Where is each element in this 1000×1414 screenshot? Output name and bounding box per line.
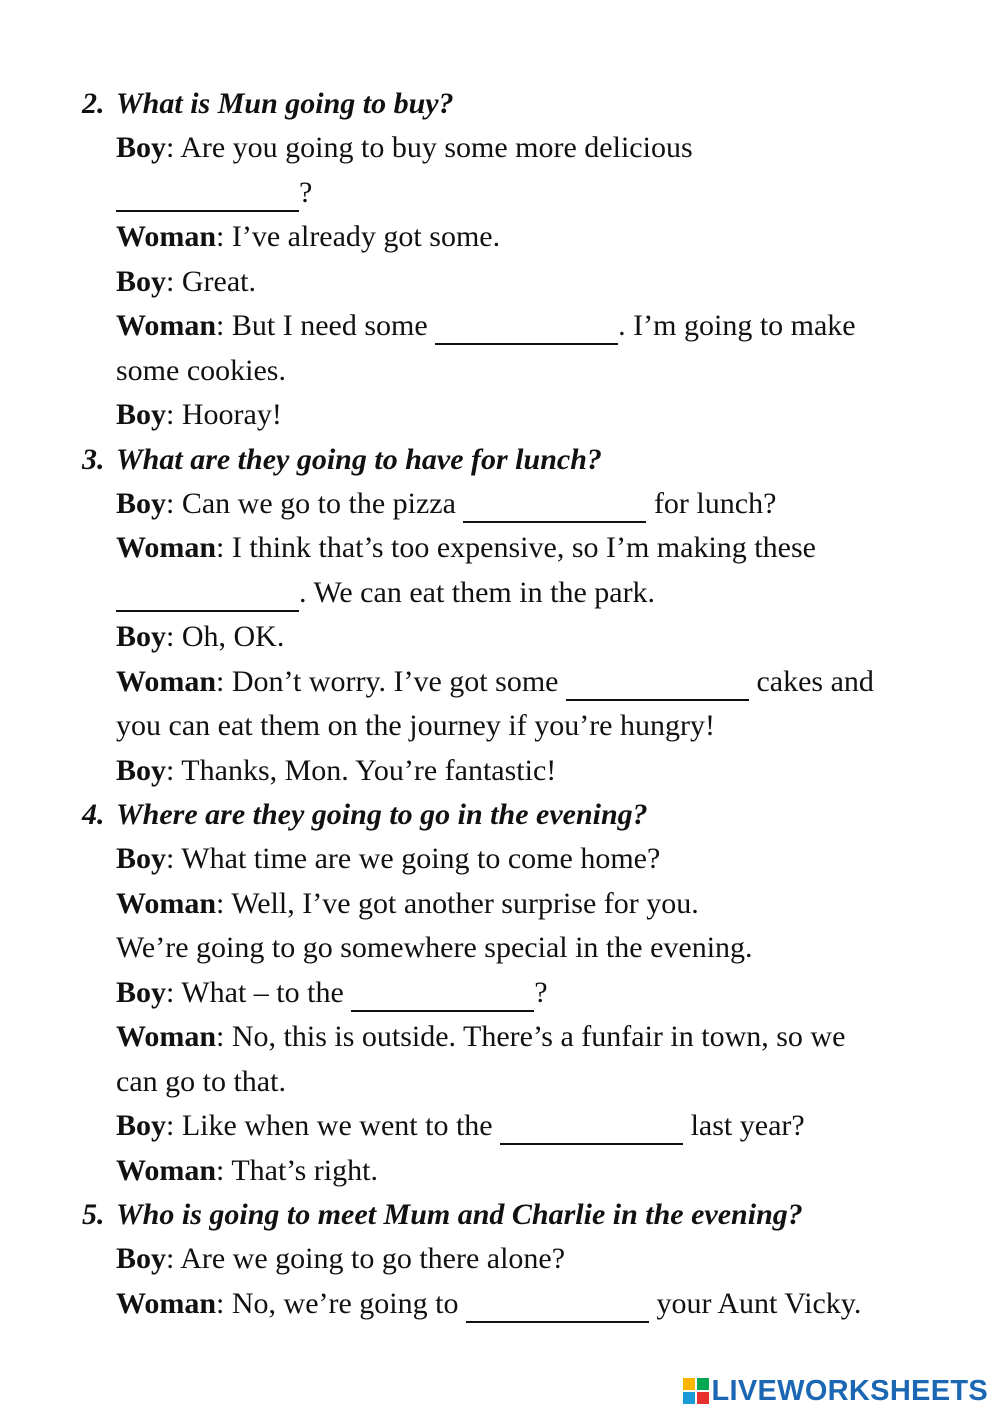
- dialogue-line: [0, 660, 1000, 704]
- question-number: 3.: [82, 442, 105, 476]
- dialogue-text: : Well, I’ve got another surprise for you.: [216, 886, 699, 920]
- dialogue-line: [0, 571, 1000, 615]
- speaker-label: Woman: [116, 1153, 217, 1187]
- dialogue-line: [0, 1282, 1000, 1326]
- dialogue-text: : Can we go to the pizza: [166, 486, 464, 520]
- dialogue-line: [0, 304, 1000, 348]
- dialogue-line: [0, 1015, 1000, 1059]
- question-number: 4.: [82, 798, 105, 831]
- dialogue-text: last year?: [683, 1109, 805, 1143]
- dialogue-line: [0, 882, 1000, 926]
- dialogue-text: : Great.: [166, 264, 256, 298]
- speaker-label: Woman: [116, 220, 217, 254]
- dialogue-line: [0, 260, 1000, 304]
- question-5: [0, 1193, 1000, 1237]
- speaker-label: Boy: [116, 753, 167, 787]
- dialogue-line: [0, 1060, 1000, 1104]
- dialogue-text: : Oh, OK.: [166, 620, 285, 654]
- dialogue-line: [0, 215, 1000, 259]
- dialogue-text: : Thanks, Mon. You’re fantastic!: [166, 753, 557, 787]
- dialogue-text: We’re going to go somewhere special in the evening.: [116, 931, 753, 965]
- answer-blank[interactable]: [116, 582, 299, 612]
- speaker-label: Boy: [116, 975, 167, 1009]
- dialogue-line: [0, 126, 1000, 170]
- question-2: [0, 82, 1000, 126]
- dialogue-text: : That’s right.: [216, 1153, 378, 1187]
- dialogue-text: : What time are we going to come home?: [166, 842, 661, 876]
- question-text: What are they going to have for lunch?: [116, 442, 602, 476]
- worksheet: [0, 82, 1000, 1326]
- dialogue-text: : Are you going to buy some more delicious: [166, 131, 693, 165]
- answer-blank[interactable]: [435, 315, 618, 345]
- dialogue-text: ?: [299, 175, 313, 209]
- question-text: Where are they going to go in the evening?: [116, 798, 648, 831]
- dialogue-text: : Hooray!: [166, 398, 282, 432]
- dialogue-text: . We can eat them in the park.: [299, 575, 656, 609]
- dialogue-line: [0, 749, 1000, 793]
- dialogue-line: [0, 349, 1000, 393]
- dialogue-text: : What – to the: [166, 975, 352, 1009]
- answer-blank[interactable]: [566, 671, 749, 701]
- dialogue-text: : But I need some: [216, 309, 436, 343]
- liveworksheets-logo: [683, 1373, 989, 1409]
- question-3: [0, 438, 1000, 482]
- answer-blank[interactable]: [351, 982, 534, 1012]
- question-text: Who is going to meet Mum and Charlie in the evening?: [116, 1197, 803, 1231]
- dialogue-line: [0, 926, 1000, 970]
- question-number: 2.: [82, 87, 105, 120]
- dialogue-line: [0, 1104, 1000, 1148]
- dialogue-text: some cookies.: [116, 353, 286, 387]
- speaker-label: Boy: [116, 842, 167, 876]
- dialogue-text: : I’ve already got some.: [216, 220, 501, 254]
- dialogue-line: [0, 1237, 1000, 1281]
- dialogue-line: [0, 526, 1000, 570]
- question-number: 5.: [82, 1197, 105, 1231]
- speaker-label: Boy: [116, 1242, 167, 1276]
- logo-text: LIVEWORKSHEETS: [711, 1374, 988, 1407]
- speaker-label: Woman: [116, 1020, 217, 1054]
- dialogue-text: ?: [534, 975, 548, 1009]
- dialogue-text: for lunch?: [646, 486, 777, 520]
- speaker-label: Boy: [116, 398, 167, 432]
- dialogue-text: . I’m going to make: [618, 309, 856, 343]
- dialogue-text: cakes and: [748, 664, 874, 698]
- answer-blank[interactable]: [463, 493, 646, 523]
- dialogue-line: [0, 171, 1000, 215]
- dialogue-text: you can eat them on the journey if you’re hungry!: [116, 709, 715, 743]
- speaker-label: Boy: [116, 620, 167, 654]
- dialogue-text: : No, we’re going to: [216, 1286, 466, 1320]
- dialogue-line: [0, 971, 1000, 1015]
- dialogue-line: [0, 615, 1000, 659]
- speaker-label: Boy: [116, 264, 167, 298]
- dialogue-line: [0, 482, 1000, 526]
- dialogue-text: your Aunt Vicky.: [648, 1286, 862, 1320]
- dialogue-text: : Are we going to go there alone?: [166, 1242, 566, 1276]
- speaker-label: Woman: [116, 309, 217, 343]
- speaker-label: Woman: [116, 664, 217, 698]
- speaker-label: Woman: [116, 886, 217, 920]
- dialogue-line: [0, 393, 1000, 437]
- liveworksheets-logo-icon: [683, 1378, 709, 1404]
- answer-blank[interactable]: [500, 1115, 683, 1145]
- question-text: What is Mun going to buy?: [116, 87, 454, 120]
- speaker-label: Woman: [116, 531, 217, 565]
- dialogue-text: : Don’t worry. I’ve got some: [216, 664, 566, 698]
- dialogue-line: [0, 1149, 1000, 1193]
- speaker-label: Boy: [116, 131, 167, 165]
- dialogue-line: [0, 837, 1000, 881]
- speaker-label: Woman: [116, 1286, 217, 1320]
- dialogue-text: : I think that’s too expensive, so I’m making these: [216, 531, 816, 565]
- dialogue-text: : No, this is outside. There’s a funfair in town, so we: [216, 1020, 846, 1054]
- dialogue-line: [0, 704, 1000, 748]
- answer-blank[interactable]: [116, 182, 299, 212]
- dialogue-text: can go to that.: [116, 1064, 286, 1098]
- speaker-label: Boy: [116, 486, 167, 520]
- question-4: [0, 793, 1000, 837]
- dialogue-text: : Like when we went to the: [166, 1109, 501, 1143]
- answer-blank[interactable]: [466, 1293, 649, 1323]
- speaker-label: Boy: [116, 1109, 167, 1143]
